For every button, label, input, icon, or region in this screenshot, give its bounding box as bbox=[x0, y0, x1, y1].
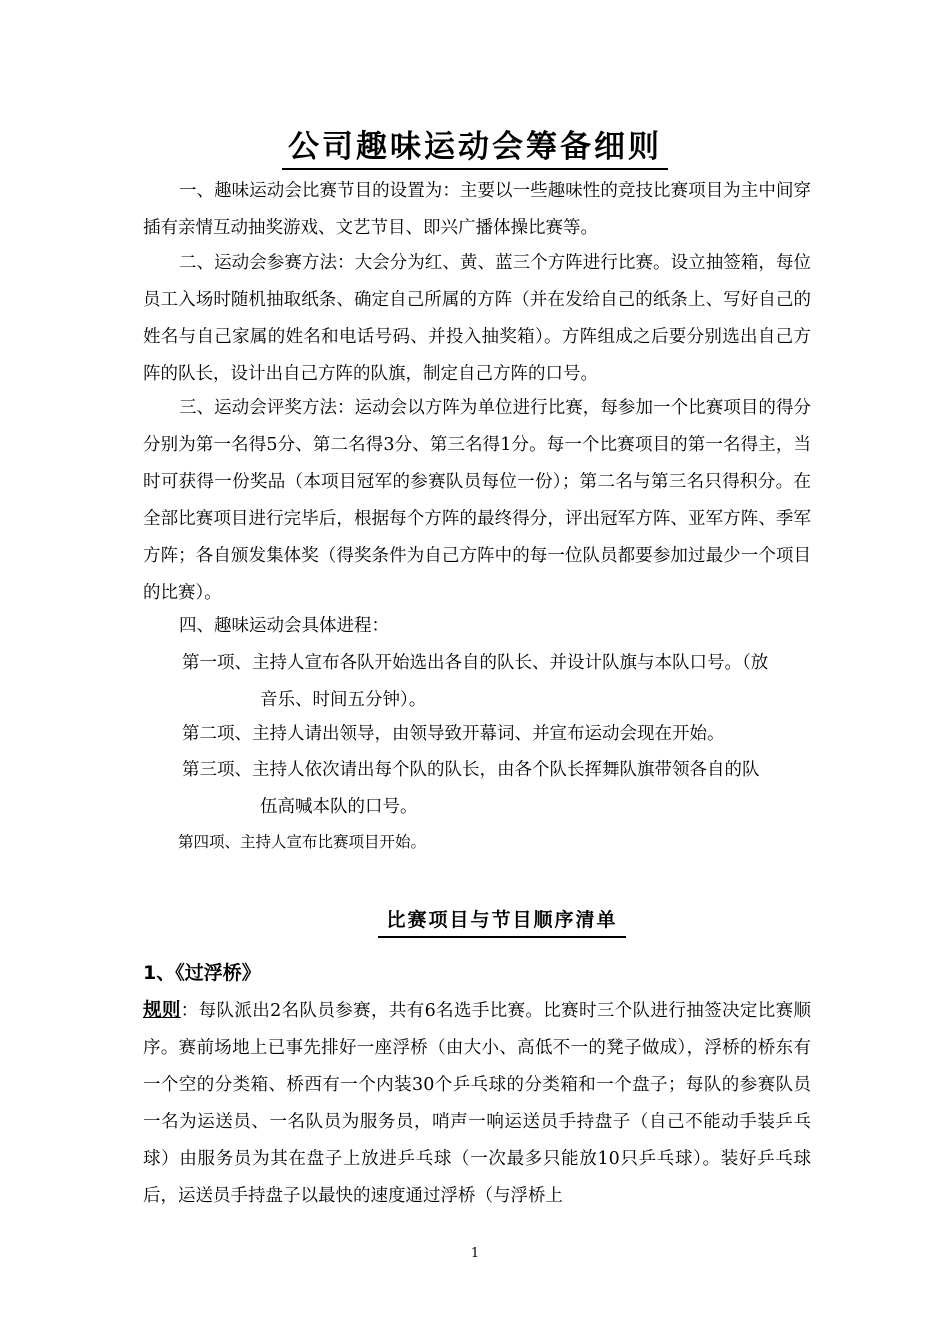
rule-text: ：每队派出2名队员参赛，共有6名选手比赛。比赛时三个队进行抽签决定比赛顺序。赛前场地上已事先排好一座浮桥（由大小、高低不一的凳子做成），浮桥的桥东有一个空的分类箱、桥西有一个内装30个乒乓球的分类箱和一个盘子；每队的参赛队员一名为运送员、一名队员为服务员，哨声一响运送员手持盘子（自己不能动手装乒乓球）由服务员为其在盘子上放进乒乓球（一次最多只能放10只乒乓球）。装好乒乓球后，运送员手持盘子以最快的速度通过浮桥（与浮桥上 bbox=[143, 1001, 811, 1206]
step-3-item bbox=[182, 752, 810, 826]
event-1-title: 1、《过浮桥》 bbox=[143, 962, 261, 984]
step-1-line-1: 第一项、主持人宣布各队开始选出各自的队长、并设计队旗与本队口号。（放 bbox=[182, 653, 769, 673]
step-3-line-2: 伍高喊本队的口号。 bbox=[260, 797, 418, 817]
event-1-rules bbox=[143, 992, 811, 1215]
step-1-line-2: 音乐、时间五分钟）。 bbox=[260, 690, 427, 710]
section-3-paragraph: 三、运动会评奖方法：运动会以方阵为单位进行比赛，每参加一个比赛项目的得分分别为第一名得5分、第二名得3分、第三名得1分。每一个比赛项目的第一名得主，当时可获得一份奖品（本项目冠军的参赛队员每位一份）；第二名与第三名只得积分。在全部比赛项目进行完毕后，根据每个方阵的最终得分，评出冠军方阵、亚军方阵、季军方阵；各自颁发集体奖（得奖条件为自己方阵中的每一位队员都要参加过最少一个项目的比赛）。 bbox=[143, 398, 811, 603]
step-1-item bbox=[182, 645, 810, 719]
page-number: 1 bbox=[470, 1246, 480, 1261]
event-list-subtitle: 比赛项目与节目顺序清单 bbox=[378, 905, 625, 938]
step-2-item: 第二项、主持人请出领导，由领导致开幕词、并宣布运动会现在开始。 bbox=[182, 724, 725, 744]
section-2-paragraph: 二、运动会参赛方法：大会分为红、黄、蓝三个方阵进行比赛。设立抽签箱，每位员工入场时随机抽取纸条、确定自己所属的方阵（并在发给自己的纸条上、写好自己的姓名与自己家属的姓名和电话号码、并投入抽奖箱）。方阵组成之后要分别选出自己方阵的队长，设计出自己方阵的队旗，制定自己方阵的口号。 bbox=[143, 253, 811, 384]
step-3-line-1: 第三项、主持人依次请出每个队的队长，由各个队长挥舞队旗带领各自的队 bbox=[182, 760, 760, 780]
event-list-subtitle-wrap bbox=[0, 905, 950, 938]
document-title-wrap bbox=[0, 128, 950, 170]
section-4-heading: 四、趣味运动会具体进程： bbox=[179, 616, 389, 636]
rule-label: 规则 bbox=[143, 1000, 181, 1021]
section-1-paragraph: 一、趣味运动会比赛节目的设置为：主要以一些趣味性的竞技比赛项目为主中间穿插有亲情互动抽奖游戏、文艺节目、即兴广播体操比赛等。 bbox=[143, 181, 811, 238]
step-4-item: 第四项、主持人宣布比赛项目开始。 bbox=[178, 833, 427, 851]
document-title: 公司趣味运动会筹备细则 bbox=[282, 128, 668, 170]
